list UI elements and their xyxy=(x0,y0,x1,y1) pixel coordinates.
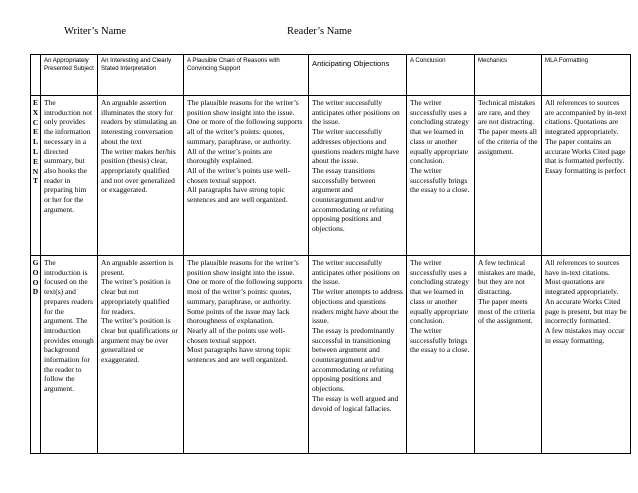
level-letter: D xyxy=(32,287,39,297)
cell-text-line: One or more of the following supports most of the writer’s points: quotes, summary, paraphrase, or authority. xyxy=(187,277,303,306)
readers-name-label: Reader’s Name xyxy=(287,26,352,37)
cell-text-line: The writer successfully anticipates other positions on the issue. xyxy=(312,98,400,127)
cell-text-line: The writer successfully uses a concluding strategy that we learned in class or another equally appropriate conclusion. xyxy=(410,98,469,166)
level-letter: L xyxy=(32,146,38,156)
level-letter: T xyxy=(32,176,38,186)
cell-text-line: The paper meets all of the criteria of the assignment. xyxy=(478,127,538,156)
cell-mla xyxy=(542,96,631,256)
level-label-good xyxy=(31,256,41,454)
rubric-row-good xyxy=(31,256,631,454)
rubric-header-row xyxy=(31,55,631,96)
cell-text-line: Some points of the issue may lack thoroughness of explanation. xyxy=(187,306,290,326)
column-header-reasons: A Plausible Chain of Reasons with Convincing Support xyxy=(184,55,309,96)
cell-text-line: The paper contains an accurate Works Cited page that is formatted perfectly. xyxy=(545,136,626,166)
cell-mechanics xyxy=(475,256,542,454)
name-fields xyxy=(0,8,638,37)
level-label-excellent xyxy=(31,96,41,256)
cell-text-line: A few technical mistakes are made, but they are not distracting. xyxy=(478,258,536,297)
corner-cell xyxy=(31,55,41,96)
level-letter: X xyxy=(32,107,39,117)
cell-interpretation xyxy=(98,256,184,454)
cell-text-line: An arguable assertion illuminates the story for readers by stimulating an interesting conversation about the text xyxy=(101,98,177,146)
cell-text-line: The essay is predominantly successful in transitioning between argument and counterargument and/or accommodating or refuting opposing positions and objections. xyxy=(312,325,395,394)
cell-text-line: All of the writer’s points use well-chosen textual support. xyxy=(187,165,291,185)
column-header-objections: Anticipating Objections xyxy=(309,55,407,96)
cell-mechanics xyxy=(475,96,542,256)
level-letter: O xyxy=(32,277,39,287)
column-header-mla: MLA Formatting xyxy=(542,55,631,96)
cell-text-line: Essay formatting is perfect xyxy=(545,165,626,175)
cell-text-line: All paragraphs have strong topic sentences and are well organized. xyxy=(187,185,288,205)
level-letter: O xyxy=(32,267,39,277)
column-header-subject: An Appropriately Presented Subject xyxy=(41,55,98,96)
cell-subject xyxy=(41,256,98,454)
cell-interpretation xyxy=(98,96,184,256)
cell-text-line: The writer successfully anticipates other positions on the issue. xyxy=(312,258,400,287)
cell-text-line: All of the writer’s points are thoroughly explained. xyxy=(187,146,273,166)
level-letter: E xyxy=(32,98,38,107)
cell-text-line: The introduction is focused on the text(s) and prepares readers for the argument. The introduction provides enough background information for the reader to follow the argument. xyxy=(44,258,94,394)
cell-objections xyxy=(309,256,407,454)
level-letter: E xyxy=(32,156,38,166)
cell-reasons xyxy=(184,96,309,256)
cell-text-line: The writer makes her/his position (thesis) clear, appropriately qualified and not over generalized or exaggerated. xyxy=(101,146,176,195)
cell-text-line: The essay transitions successfully between argument and counterargument and/or accommodating or refuting opposing positions and objections. xyxy=(312,165,394,234)
cell-text-line: An arguable assertion is present. xyxy=(101,258,174,277)
cell-text-line: The writer’s position is clear but not appropriately qualified for readers. xyxy=(101,277,171,316)
cell-text-line: A few mistakes may occur in essay formatting. xyxy=(545,325,625,345)
cell-text-line: The writer successfully brings the essay to a close. xyxy=(410,165,470,195)
writers-name-label: Writer’s Name xyxy=(64,26,127,37)
level-letter: G xyxy=(32,258,39,267)
cell-text-line: The writer successfully addresses objections and questions readers might have about the issue. xyxy=(312,127,400,166)
cell-objections xyxy=(309,96,407,256)
level-letter: N xyxy=(32,166,39,176)
cell-conclusion xyxy=(407,256,475,454)
cell-reasons xyxy=(184,256,309,454)
level-letter: E xyxy=(32,127,38,137)
cell-text-line: Nearly all of the points use well-chosen textual support. xyxy=(187,325,286,345)
rubric-table xyxy=(30,54,631,454)
cell-text-line: The writer successfully brings the essay to a close. xyxy=(410,325,470,355)
column-header-conclusion: A Conclusion xyxy=(407,55,475,96)
cell-text-line: The writer’s position is clear but qualifications or argument may be over generalized or exaggerated. xyxy=(101,316,178,365)
level-letter: L xyxy=(32,137,38,147)
cell-text-line: The writer attempts to address objections and questions readers might have about the issue. xyxy=(312,287,403,326)
cell-text-line: Most paragraphs have strong topic sentences and are well organized. xyxy=(187,345,291,365)
cell-text-line: The introduction not only provides the information necessary in a directed summary, but also hooks the reader in preparing him or her for the argument. xyxy=(44,98,93,214)
cell-subject xyxy=(41,96,98,256)
cell-text-line: The paper meets most of the criteria of the assignment. xyxy=(478,296,535,326)
level-letter: C xyxy=(32,117,39,127)
rubric-row-excellent xyxy=(31,96,631,256)
cell-text-line: The essay is well argued and devoid of logical fallacies. xyxy=(312,393,399,413)
cell-text-line: One or more of the following supports all of the writer’s points: quotes, summary, paraphrase, or authority. xyxy=(187,117,303,146)
cell-text-line: The plausible reasons for the writer’s position show insight into the issue. xyxy=(187,258,299,277)
cell-mla xyxy=(542,256,631,454)
cell-text-line: The writer successfully uses a concluding strategy that we learned in class or another equally appropriate conclusion. xyxy=(410,258,469,326)
cell-text-line: Technical mistakes are rare, and they are not distracting. xyxy=(478,98,536,127)
column-header-interpretation: An Interesting and Clearly Stated Interpretation xyxy=(98,55,184,96)
column-header-mechanics: Mechanics xyxy=(475,55,542,96)
cell-text-line: All references to sources are accompanied by in-text citations. Quotations are integrated appropriately. xyxy=(545,98,627,137)
cell-text-line: The plausible reasons for the writer’s position show insight into the issue. xyxy=(187,98,299,117)
cell-text-line: All references to sources have in-text citations. Most quotations are integrated appropriately. An accurate Works Cited page is present, but may be incorrectly formatted. xyxy=(545,258,627,326)
cell-conclusion xyxy=(407,96,475,256)
